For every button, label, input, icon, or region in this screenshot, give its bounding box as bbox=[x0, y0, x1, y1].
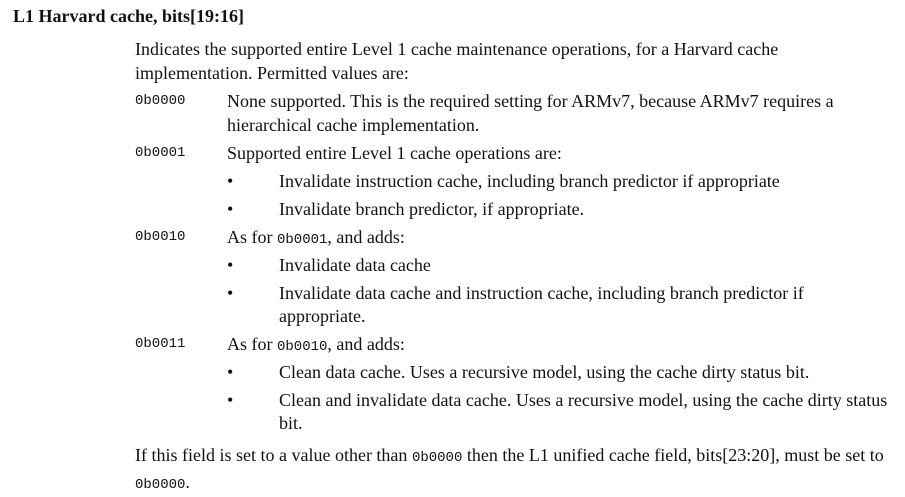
value-description: Supported entire Level 1 cache operations are: bbox=[227, 143, 562, 163]
value-code: 0b0001 bbox=[135, 145, 186, 161]
bullet-marker: • bbox=[227, 199, 234, 219]
bullet-marker: • bbox=[227, 255, 234, 275]
desc-code: 0b0001 bbox=[277, 232, 328, 248]
value-description: None supported. This is the required setting for ARMv7, because ARMv7 requires a hierarchical cache implementation. bbox=[227, 91, 834, 135]
value-description bbox=[227, 332, 897, 359]
bullet-item: Invalidate data cache bbox=[279, 255, 431, 275]
bullet-item: Invalidate instruction cache, including branch predictor if appropriate bbox=[279, 171, 780, 191]
bullet-marker: • bbox=[227, 390, 234, 410]
section-heading: L1 Harvard cache, bits[19:16] bbox=[13, 6, 244, 26]
desc-prefix: As for bbox=[227, 227, 277, 247]
bullet-item: Invalidate branch predictor, if appropriate. bbox=[279, 199, 585, 219]
bullet-item: Clean data cache. Uses a recursive model, using the cache dirty status bit. bbox=[279, 362, 810, 382]
outro-text: . bbox=[185, 472, 190, 492]
bullet-item: Invalidate data cache and instruction cache, including branch predictor if appropriate. bbox=[279, 283, 804, 326]
value-description bbox=[227, 225, 897, 252]
value-code: 0b0011 bbox=[135, 336, 186, 352]
intro-paragraph: Indicates the supported entire Level 1 cache maintenance operations, for a Harvard cache implementation. Permitted values are: bbox=[135, 39, 779, 83]
value-code: 0b0010 bbox=[135, 229, 186, 245]
outro-text: then the L1 unified cache field, bits[23:20], must be set to bbox=[462, 445, 884, 465]
outro-text: If this field is set to a value other than bbox=[135, 445, 412, 465]
bullet-marker: • bbox=[227, 171, 234, 191]
value-code: 0b0000 bbox=[135, 93, 186, 109]
desc-suffix: , and adds: bbox=[327, 227, 405, 247]
bullet-marker: • bbox=[227, 362, 234, 382]
bullet-marker: • bbox=[227, 283, 234, 303]
outro-code: 0b0000 bbox=[135, 477, 186, 493]
desc-prefix: As for bbox=[227, 334, 277, 354]
outro-code: 0b0000 bbox=[411, 450, 463, 466]
closing-paragraph bbox=[135, 443, 900, 497]
desc-suffix: , and adds: bbox=[327, 334, 405, 354]
desc-code: 0b0010 bbox=[277, 339, 328, 355]
bullet-item: Clean and invalidate data cache. Uses a recursive model, using the cache dirty status bit. bbox=[279, 390, 888, 433]
